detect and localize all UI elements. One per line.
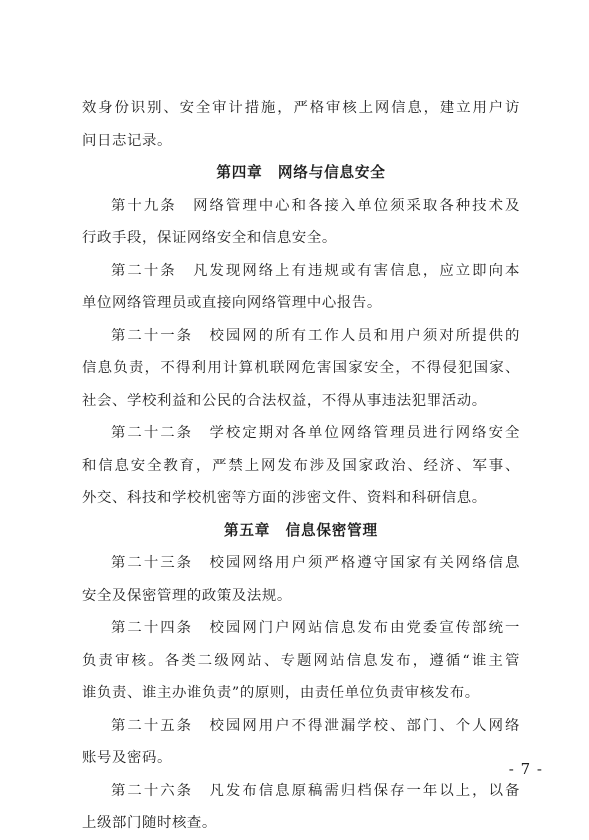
document-body: [82, 92, 520, 840]
text-line: 上级部门随时核查。: [82, 815, 217, 831]
text-line: 账号及密码。: [82, 750, 172, 766]
paragraph: [82, 320, 520, 418]
text-line: 外交、科技和学校机密等方面的涉密文件、资料和科研信息。: [82, 490, 487, 506]
text-line: 效身份识别、安全审计措施，严格审核上网信息，建立用户访: [82, 100, 520, 116]
text-line: 谁负责、谁主办谁负责”的原则，由责任单位负责审核发布。: [82, 685, 480, 701]
text-line: 信息负责，不得利用计算机联网危害国家安全，不得侵犯国家、: [82, 360, 520, 376]
text-line: 第十九条 网络管理中心和各接入单位须采取各种技术及: [111, 197, 520, 214]
page-number: - 7 -: [508, 760, 543, 778]
text-line: 行政手段，保证网络安全和信息安全。: [82, 230, 337, 246]
paragraph: [82, 547, 520, 612]
text-line: 第二十六条 凡发布信息原稿需归档保存一年以上，以备: [111, 782, 520, 799]
paragraph: [82, 190, 520, 255]
text-line: 安全及保密管理的政策及法规。: [82, 587, 292, 604]
paragraph: [82, 417, 520, 515]
text-line: 第二十三条 校园网络用户须严格遵守国家有关网络信息: [111, 555, 520, 571]
text-line: 第二十五条 校园网用户不得泄漏学校、部门、个人网络: [111, 717, 520, 734]
paragraph: [82, 710, 520, 775]
chapter-heading: 第五章 信息保密管理: [224, 521, 378, 539]
paragraph: [82, 612, 520, 710]
paragraph: [82, 775, 520, 840]
text-line: 单位网络管理员或直接向网络管理中心报告。: [82, 295, 382, 311]
chapter-heading: 第四章 网络与信息安全: [216, 164, 386, 181]
text-line: 和信息安全教育，严禁上网发布涉及国家政治、经济、军事、: [82, 457, 520, 474]
text-line: 第二十条 凡发现网络上有违规或有害信息，应立即向本: [111, 262, 520, 279]
text-line: 问日志记录。: [82, 132, 172, 149]
paragraph: [82, 92, 520, 157]
text-line: 第二十一条 校园网的所有工作人员和用户须对所提供的: [111, 327, 520, 344]
text-line: 第二十二条 学校定期对各单位网络管理员进行网络安全: [111, 425, 520, 441]
text-line: 负责审核。各类二级网站、专题网站信息发布，遵循“谁主管: [82, 652, 520, 669]
paragraph: [82, 255, 520, 320]
text-line: 第二十四条 校园网门户网站信息发布由党委宣传部统一: [111, 620, 520, 636]
text-line: 社会、学校利益和公民的合法权益，不得从事违法犯罪活动。: [82, 392, 487, 409]
